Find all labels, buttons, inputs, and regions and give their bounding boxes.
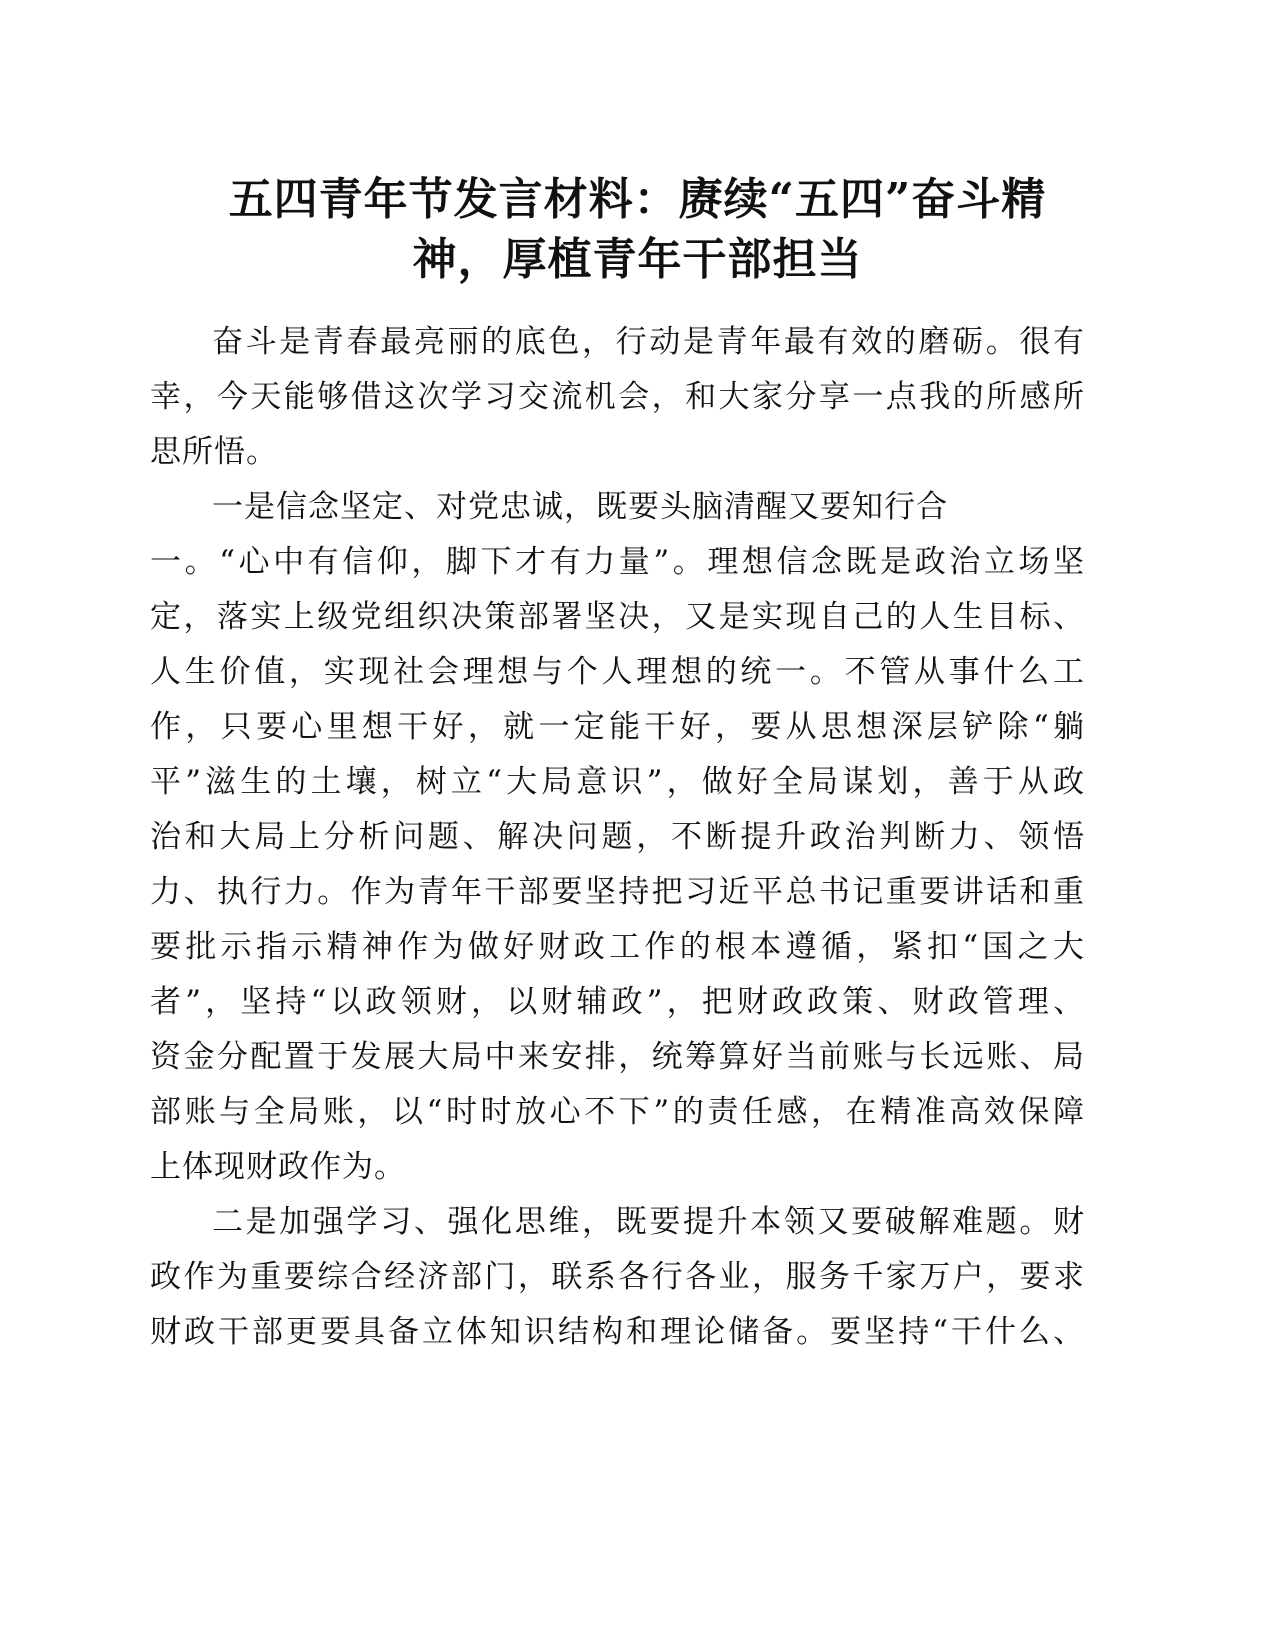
- document-body: [150, 315, 1085, 1360]
- text-line: 力、执行力。作为青年干部要坚持把习近平总书记重要讲话和重: [150, 874, 1085, 910]
- text-line: 二是加强学习、强化思维，既要提升本领又要破解难题。财: [212, 1204, 1085, 1240]
- text-line: 财政干部更要具备立体知识结构和理论储备。要坚持“干什么、: [150, 1314, 1085, 1350]
- text-line: 人生价值，实现社会理想与个人理想的统一。不管从事什么工: [150, 654, 1085, 690]
- text-line: 治和大局上分析问题、解决问题，不断提升政治判断力、领悟: [150, 819, 1085, 855]
- title-line: 神，厚植青年干部担当: [412, 234, 863, 285]
- paragraph-point-two: [150, 1195, 1085, 1360]
- text-line: 者”，坚持“以政领财，以财辅政”，把财政政策、财政管理、: [150, 984, 1085, 1020]
- text-line: 一。“心中有信仰，脚下才有力量”。理想信念既是政治立场坚: [150, 544, 1085, 580]
- document-title: [150, 170, 1125, 290]
- text-line: 作，只要心里想干好，就一定能干好，要从思想深层铲除“躺: [150, 709, 1085, 745]
- paragraph-point-one: [150, 480, 1085, 1195]
- text-line: 幸，今天能够借这次学习交流机会，和大家分享一点我的所感所: [150, 379, 1085, 415]
- text-line: 要批示指示精神作为做好财政工作的根本遵循，紧扣“国之大: [150, 929, 1085, 965]
- text-line: 资金分配置于发展大局中来安排，统筹算好当前账与长远账、局: [150, 1039, 1085, 1075]
- paragraph-intro: [150, 315, 1085, 480]
- text-line: 思所悟。: [150, 434, 278, 470]
- text-line: 定，落实上级党组织决策部署坚决，又是实现自己的人生目标、: [150, 599, 1085, 635]
- text-line: 一是信念坚定、对党忠诚，既要头脑清醒又要知行合: [212, 489, 948, 525]
- text-line: 政作为重要综合经济部门，联系各行各业，服务千家万户，要求: [150, 1259, 1085, 1295]
- title-line: 五四青年节发言材料：赓续“五四”奋斗精: [228, 174, 1047, 225]
- text-line: 部账与全局账，以“时时放心不下”的责任感，在精准高效保障: [150, 1094, 1085, 1130]
- text-line: 上体现财政作为。: [150, 1149, 406, 1185]
- text-line: 平”滋生的土壤，树立“大局意识”，做好全局谋划，善于从政: [150, 764, 1085, 800]
- text-line: 奋斗是青春最亮丽的底色，行动是青年最有效的磨砺。很有: [212, 324, 1085, 360]
